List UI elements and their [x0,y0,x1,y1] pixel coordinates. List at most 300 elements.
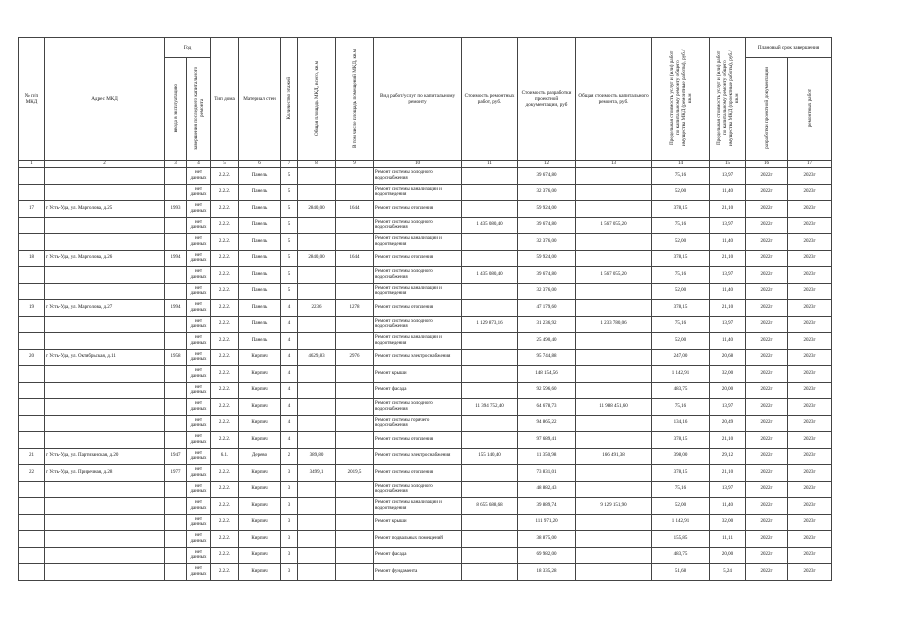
floors-cell: 4 [281,349,298,366]
max-cost-repair-cell: 75,16 [652,168,710,185]
work-cost-cell [462,564,518,581]
wall-material-cell: Панель [239,267,281,284]
year-built-cell [165,531,187,548]
plan-repair-cell: 2023г [788,316,832,333]
table-row [19,234,832,251]
column-number-cell: 16 [746,161,788,168]
docs-cost-cell: 32 376,00 [518,234,576,251]
address-cell [45,382,165,399]
last-repair-cell: нет данных [187,168,211,185]
total-area-cell [298,432,336,449]
docs-cost-cell: 148 154,56 [518,366,576,383]
house-type-cell: 2.2.2. [211,349,239,366]
address-cell [45,531,165,548]
last-repair-cell: нет данных [187,201,211,218]
plan-repair-cell: 2023г [788,465,832,482]
house-type-cell: 2.2.2. [211,531,239,548]
work-type-cell: Ремонт системы канализации и водоотведения [374,333,462,350]
work-cost-cell [462,465,518,482]
plan-repair-cell: 2023г [788,547,832,564]
work-cost-cell [462,547,518,564]
wall-material-cell: Кирпич [239,415,281,432]
floors-cell: 3 [281,564,298,581]
table-row [19,168,832,185]
last-repair-cell: нет данных [187,481,211,498]
max-cost-docs-cell: 32,00 [710,366,746,383]
total-cost-cell [576,234,652,251]
header-max-cost-docs: Предельная стоимость услуг и (или) работ по капитальному ремонту общего имущества МКД (проектные работы), руб./кв.м [715,50,740,146]
work-cost-cell: 1 435 080,40 [462,267,518,284]
plan-repair-cell: 2023г [788,184,832,201]
year-built-cell [165,168,187,185]
year-built-cell [165,217,187,234]
floors-cell: 5 [281,217,298,234]
work-cost-cell: 155 140,40 [462,448,518,465]
docs-cost-cell: 92 596,60 [518,382,576,399]
premises-area-cell [336,498,374,515]
docs-cost-cell: 111 971,20 [518,514,576,531]
premises-area-cell [336,399,374,416]
plan-repair-cell: 2023г [788,432,832,449]
max-cost-repair-cell: 52,00 [652,184,710,201]
address-cell [45,267,165,284]
floors-cell: 4 [281,415,298,432]
total-area-cell [298,366,336,383]
floors-cell: 5 [281,250,298,267]
total-area-cell [298,481,336,498]
max-cost-docs-cell: 21,10 [710,201,746,218]
address-cell: г Усть-Уда, ул. Октябрьская, д.11 [45,349,165,366]
plan-repair-cell: 2023г [788,415,832,432]
plan-repair-cell: 2023г [788,498,832,515]
work-type-cell: Ремонт системы канализации и водоотведения [374,283,462,300]
work-cost-cell [462,415,518,432]
work-cost-cell [462,349,518,366]
last-repair-cell: нет данных [187,267,211,284]
total-area-cell [298,564,336,581]
house-type-cell: 2.2.2. [211,366,239,383]
total-cost-cell [576,168,652,185]
last-repair-cell: нет данных [187,465,211,482]
max-cost-docs-cell: 13,97 [710,316,746,333]
wall-material-cell: Панель [239,316,281,333]
table-row [19,217,832,234]
table-row [19,267,832,284]
year-built-cell [165,514,187,531]
house-type-cell: 2.2.2. [211,300,239,317]
docs-cost-cell: 69 982,00 [518,547,576,564]
max-cost-repair-cell: 52,00 [652,333,710,350]
plan-repair-cell: 2023г [788,448,832,465]
last-repair-cell: нет данных [187,514,211,531]
max-cost-docs-cell: 11,40 [710,283,746,300]
total-cost-cell [576,300,652,317]
table-row [19,283,832,300]
last-repair-cell: нет данных [187,283,211,300]
table-row [19,514,832,531]
mkd-number-cell [19,432,45,449]
total-cost-cell [576,481,652,498]
max-cost-docs-cell: 29,12 [710,448,746,465]
total-cost-cell [576,283,652,300]
docs-cost-cell: 95 744,88 [518,349,576,366]
last-repair-cell: нет данных [187,333,211,350]
docs-cost-cell: 39 674,80 [518,267,576,284]
column-number-cell: 12 [518,161,576,168]
header-year-group: Год [165,38,211,58]
premises-area-cell [336,382,374,399]
plan-docs-cell: 2022г [746,531,788,548]
column-number-cell: 5 [211,161,239,168]
premises-area-cell [336,531,374,548]
wall-material-cell: Панель [239,168,281,185]
wall-material-cell: Панель [239,234,281,251]
plan-docs-cell: 2022г [746,184,788,201]
floors-cell: 3 [281,465,298,482]
plan-docs-cell: 2022г [746,382,788,399]
address-cell: г Усть-Уда, ул. Приречная, д.28 [45,465,165,482]
table-row [19,531,832,548]
address-cell [45,514,165,531]
work-cost-cell [462,234,518,251]
wall-material-cell: Панель [239,250,281,267]
last-repair-cell: нет данных [187,250,211,267]
address-cell: г Усть-Уда, ул. Марголова, д.27 [45,300,165,317]
work-cost-cell: 1 435 080,40 [462,217,518,234]
floors-cell: 4 [281,316,298,333]
total-area-cell [298,382,336,399]
mkd-number-cell [19,498,45,515]
total-area-cell [298,267,336,284]
work-cost-cell [462,333,518,350]
max-cost-repair-cell: 378,15 [652,201,710,218]
max-cost-repair-cell: 378,15 [652,465,710,482]
plan-docs-cell: 2022г [746,547,788,564]
wall-material-cell: Кирпич [239,366,281,383]
plan-docs-cell: 2022г [746,432,788,449]
wall-material-cell: Кирпич [239,514,281,531]
plan-docs-cell: 2022г [746,316,788,333]
total-cost-cell [576,465,652,482]
work-type-cell: Ремонт системы холодного водоснабжения [374,481,462,498]
address-cell: г Усть-Уда, ул. Марголова, д.25 [45,201,165,218]
last-repair-cell: нет данных [187,382,211,399]
plan-docs-cell: 2022г [746,250,788,267]
docs-cost-cell: 39 674,80 [518,217,576,234]
max-cost-docs-cell: 20,00 [710,382,746,399]
house-type-cell: 2.2.2. [211,399,239,416]
total-cost-cell [576,547,652,564]
total-cost-cell: 9 129 151,90 [576,498,652,515]
year-built-cell [165,316,187,333]
premises-area-cell [336,448,374,465]
address-cell [45,498,165,515]
floors-cell: 5 [281,201,298,218]
last-repair-cell: нет данных [187,432,211,449]
total-area-cell [298,333,336,350]
wall-material-cell: Панель [239,300,281,317]
year-built-cell [165,498,187,515]
total-area-cell [298,316,336,333]
table-row [19,333,832,350]
work-cost-cell: 11 394 752,40 [462,399,518,416]
max-cost-repair-cell: 75,16 [652,267,710,284]
premises-area-cell: 1644 [336,250,374,267]
year-built-cell [165,415,187,432]
max-cost-repair-cell: 75,16 [652,399,710,416]
column-numbers-row [19,161,832,168]
plan-repair-cell: 2023г [788,300,832,317]
wall-material-cell: Кирпич [239,564,281,581]
total-cost-cell [576,250,652,267]
year-built-cell [165,564,187,581]
mkd-number-cell [19,316,45,333]
address-cell [45,168,165,185]
column-number-cell: 8 [298,161,336,168]
plan-docs-cell: 2022г [746,481,788,498]
mkd-number-cell: 22 [19,465,45,482]
plan-repair-cell: 2023г [788,201,832,218]
wall-material-cell: Кирпич [239,481,281,498]
work-type-cell: Ремонт системы отопления [374,201,462,218]
last-repair-cell: нет данных [187,415,211,432]
work-type-cell: Ремонт системы канализации и водоотведения [374,234,462,251]
total-area-cell: 3499,1 [298,465,336,482]
premises-area-cell [336,547,374,564]
wall-material-cell: Панель [239,201,281,218]
year-built-cell [165,432,187,449]
plan-repair-cell: 2023г [788,217,832,234]
max-cost-repair-cell: 378,15 [652,250,710,267]
docs-cost-cell: 73 831,01 [518,465,576,482]
work-cost-cell [462,283,518,300]
work-type-cell: Ремонт крыши [374,366,462,383]
mkd-number-cell [19,399,45,416]
plan-repair-cell: 2023г [788,349,832,366]
plan-repair-cell: 2023г [788,481,832,498]
total-area-cell: 2236 [298,300,336,317]
column-number-cell: 10 [374,161,462,168]
docs-cost-cell: 39 889,74 [518,498,576,515]
plan-docs-cell: 2022г [746,465,788,482]
mkd-number-cell [19,184,45,201]
house-type-cell: 2.2.2. [211,283,239,300]
wall-material-cell: Кирпич [239,399,281,416]
max-cost-repair-cell: 75,16 [652,481,710,498]
mkd-number-cell [19,514,45,531]
max-cost-repair-cell: 75,16 [652,217,710,234]
floors-cell: 5 [281,234,298,251]
last-repair-cell: нет данных [187,498,211,515]
floors-cell: 4 [281,432,298,449]
plan-repair-cell: 2023г [788,283,832,300]
plan-repair-cell: 2023г [788,333,832,350]
total-area-cell [298,415,336,432]
repair-plan-table [18,37,832,581]
premises-area-cell [336,333,374,350]
house-type-cell: 2.2.2. [211,168,239,185]
header-work-type: Вид работ/услуг по капитальному ремонту [374,38,462,161]
max-cost-docs-cell: 20,00 [710,547,746,564]
plan-docs-cell: 2022г [746,234,788,251]
header-material: Материал стен [239,38,281,161]
year-built-cell [165,382,187,399]
year-built-cell [165,366,187,383]
floors-cell: 3 [281,547,298,564]
total-cost-cell [576,382,652,399]
column-number-cell: 4 [187,161,211,168]
work-cost-cell [462,382,518,399]
header-year-last-repair: завершения последнего капитального ремонта [192,66,205,150]
plan-repair-cell: 2023г [788,531,832,548]
last-repair-cell: нет данных [187,234,211,251]
mkd-number-cell [19,531,45,548]
address-cell [45,547,165,564]
work-type-cell: Ремонт фасада [374,547,462,564]
max-cost-repair-cell: 483,75 [652,547,710,564]
header-premises-area: В том числе площадь помещений МКД, кв.м [351,48,358,148]
header-address: Адрес МКД [45,38,165,161]
plan-repair-cell: 2023г [788,382,832,399]
last-repair-cell: нет данных [187,547,211,564]
docs-cost-cell: 48 882,43 [518,481,576,498]
column-number-cell: 2 [45,161,165,168]
total-cost-cell: 11 988 451,60 [576,399,652,416]
address-cell [45,399,165,416]
docs-cost-cell: 39 674,80 [518,168,576,185]
last-repair-cell: нет данных [187,349,211,366]
address-cell [45,283,165,300]
floors-cell: 5 [281,283,298,300]
mkd-number-cell [19,564,45,581]
total-cost-cell [576,366,652,383]
max-cost-repair-cell: 134,16 [652,415,710,432]
work-type-cell: Ремонт системы горячего водоснабжения [374,415,462,432]
plan-repair-cell: 2023г [788,366,832,383]
wall-material-cell: Панель [239,184,281,201]
column-number-cell: 14 [652,161,710,168]
header-plan-group: Плановый срок завершения [746,38,832,58]
plan-repair-cell: 2023г [788,250,832,267]
total-area-cell [298,399,336,416]
plan-docs-cell: 2022г [746,283,788,300]
mkd-number-cell [19,283,45,300]
year-built-cell: 1977 [165,465,187,482]
max-cost-docs-cell: 32,00 [710,514,746,531]
max-cost-docs-cell: 5,24 [710,564,746,581]
work-type-cell: Ремонт системы электроснабжения [374,448,462,465]
house-type-cell: 2.2.2. [211,316,239,333]
plan-docs-cell: 2022г [746,168,788,185]
work-type-cell: Ремонт системы отопления [374,300,462,317]
plan-docs-cell: 2022г [746,399,788,416]
table-row [19,201,832,218]
house-type-cell: 2.2.2. [211,481,239,498]
header-year-built: ввода в эксплуатацию [172,83,179,133]
floors-cell: 4 [281,333,298,350]
house-type-cell: 2.2.2. [211,267,239,284]
work-type-cell: Ремонт фундамента [374,564,462,581]
total-cost-cell [576,432,652,449]
column-number-cell: 13 [576,161,652,168]
wall-material-cell: Кирпич [239,432,281,449]
max-cost-repair-cell: 1 142,91 [652,514,710,531]
docs-cost-cell: 59 924,00 [518,201,576,218]
total-area-cell: 2840,00 [298,250,336,267]
max-cost-repair-cell: 155,85 [652,531,710,548]
mkd-number-cell [19,333,45,350]
address-cell [45,415,165,432]
max-cost-repair-cell: 75,16 [652,316,710,333]
table-row [19,316,832,333]
plan-repair-cell: 2023г [788,514,832,531]
year-built-cell: 1994 [165,250,187,267]
premises-area-cell [336,234,374,251]
address-cell [45,316,165,333]
header-house-type: Тип дома [211,38,239,161]
work-cost-cell: 1 129 873,16 [462,316,518,333]
table-row [19,399,832,416]
max-cost-docs-cell: 13,97 [710,481,746,498]
max-cost-repair-cell: 378,15 [652,432,710,449]
mkd-number-cell [19,234,45,251]
premises-area-cell [336,217,374,234]
max-cost-repair-cell: 1 142,91 [652,366,710,383]
address-cell [45,333,165,350]
last-repair-cell: нет данных [187,184,211,201]
mkd-number-cell [19,267,45,284]
plan-docs-cell: 2022г [746,201,788,218]
last-repair-cell: нет данных [187,217,211,234]
premises-area-cell: 1278 [336,300,374,317]
docs-cost-cell: 31 236,92 [518,316,576,333]
last-repair-cell: нет данных [187,316,211,333]
total-cost-cell [576,564,652,581]
max-cost-docs-cell: 11,40 [710,498,746,515]
table-row [19,349,832,366]
work-cost-cell [462,184,518,201]
plan-repair-cell: 2023г [788,168,832,185]
total-cost-cell: 1 567 055,20 [576,267,652,284]
total-cost-cell [576,531,652,548]
last-repair-cell: нет данных [187,448,211,465]
total-cost-cell [576,514,652,531]
work-cost-cell [462,531,518,548]
total-cost-cell [576,349,652,366]
table-row [19,498,832,515]
plan-repair-cell: 2023г [788,234,832,251]
work-type-cell: Ремонт системы канализации и водоотведения [374,498,462,515]
last-repair-cell: нет данных [187,300,211,317]
total-cost-cell: 166 491,38 [576,448,652,465]
floors-cell: 2 [281,448,298,465]
house-type-cell: 2.2.2. [211,201,239,218]
total-area-cell [298,531,336,548]
last-repair-cell: нет данных [187,399,211,416]
address-cell [45,217,165,234]
max-cost-docs-cell: 11,40 [710,333,746,350]
mkd-number-cell [19,382,45,399]
year-built-cell: 1994 [165,300,187,317]
work-type-cell: Ремонт системы холодного водоснабжения [374,267,462,284]
table-row [19,250,832,267]
work-cost-cell: 8 655 688,68 [462,498,518,515]
header-total-area: Общая площадь МКД, всего, кв.м [313,60,320,136]
premises-area-cell [336,267,374,284]
column-number-cell: 7 [281,161,298,168]
max-cost-repair-cell: 52,00 [652,283,710,300]
table-row [19,382,832,399]
